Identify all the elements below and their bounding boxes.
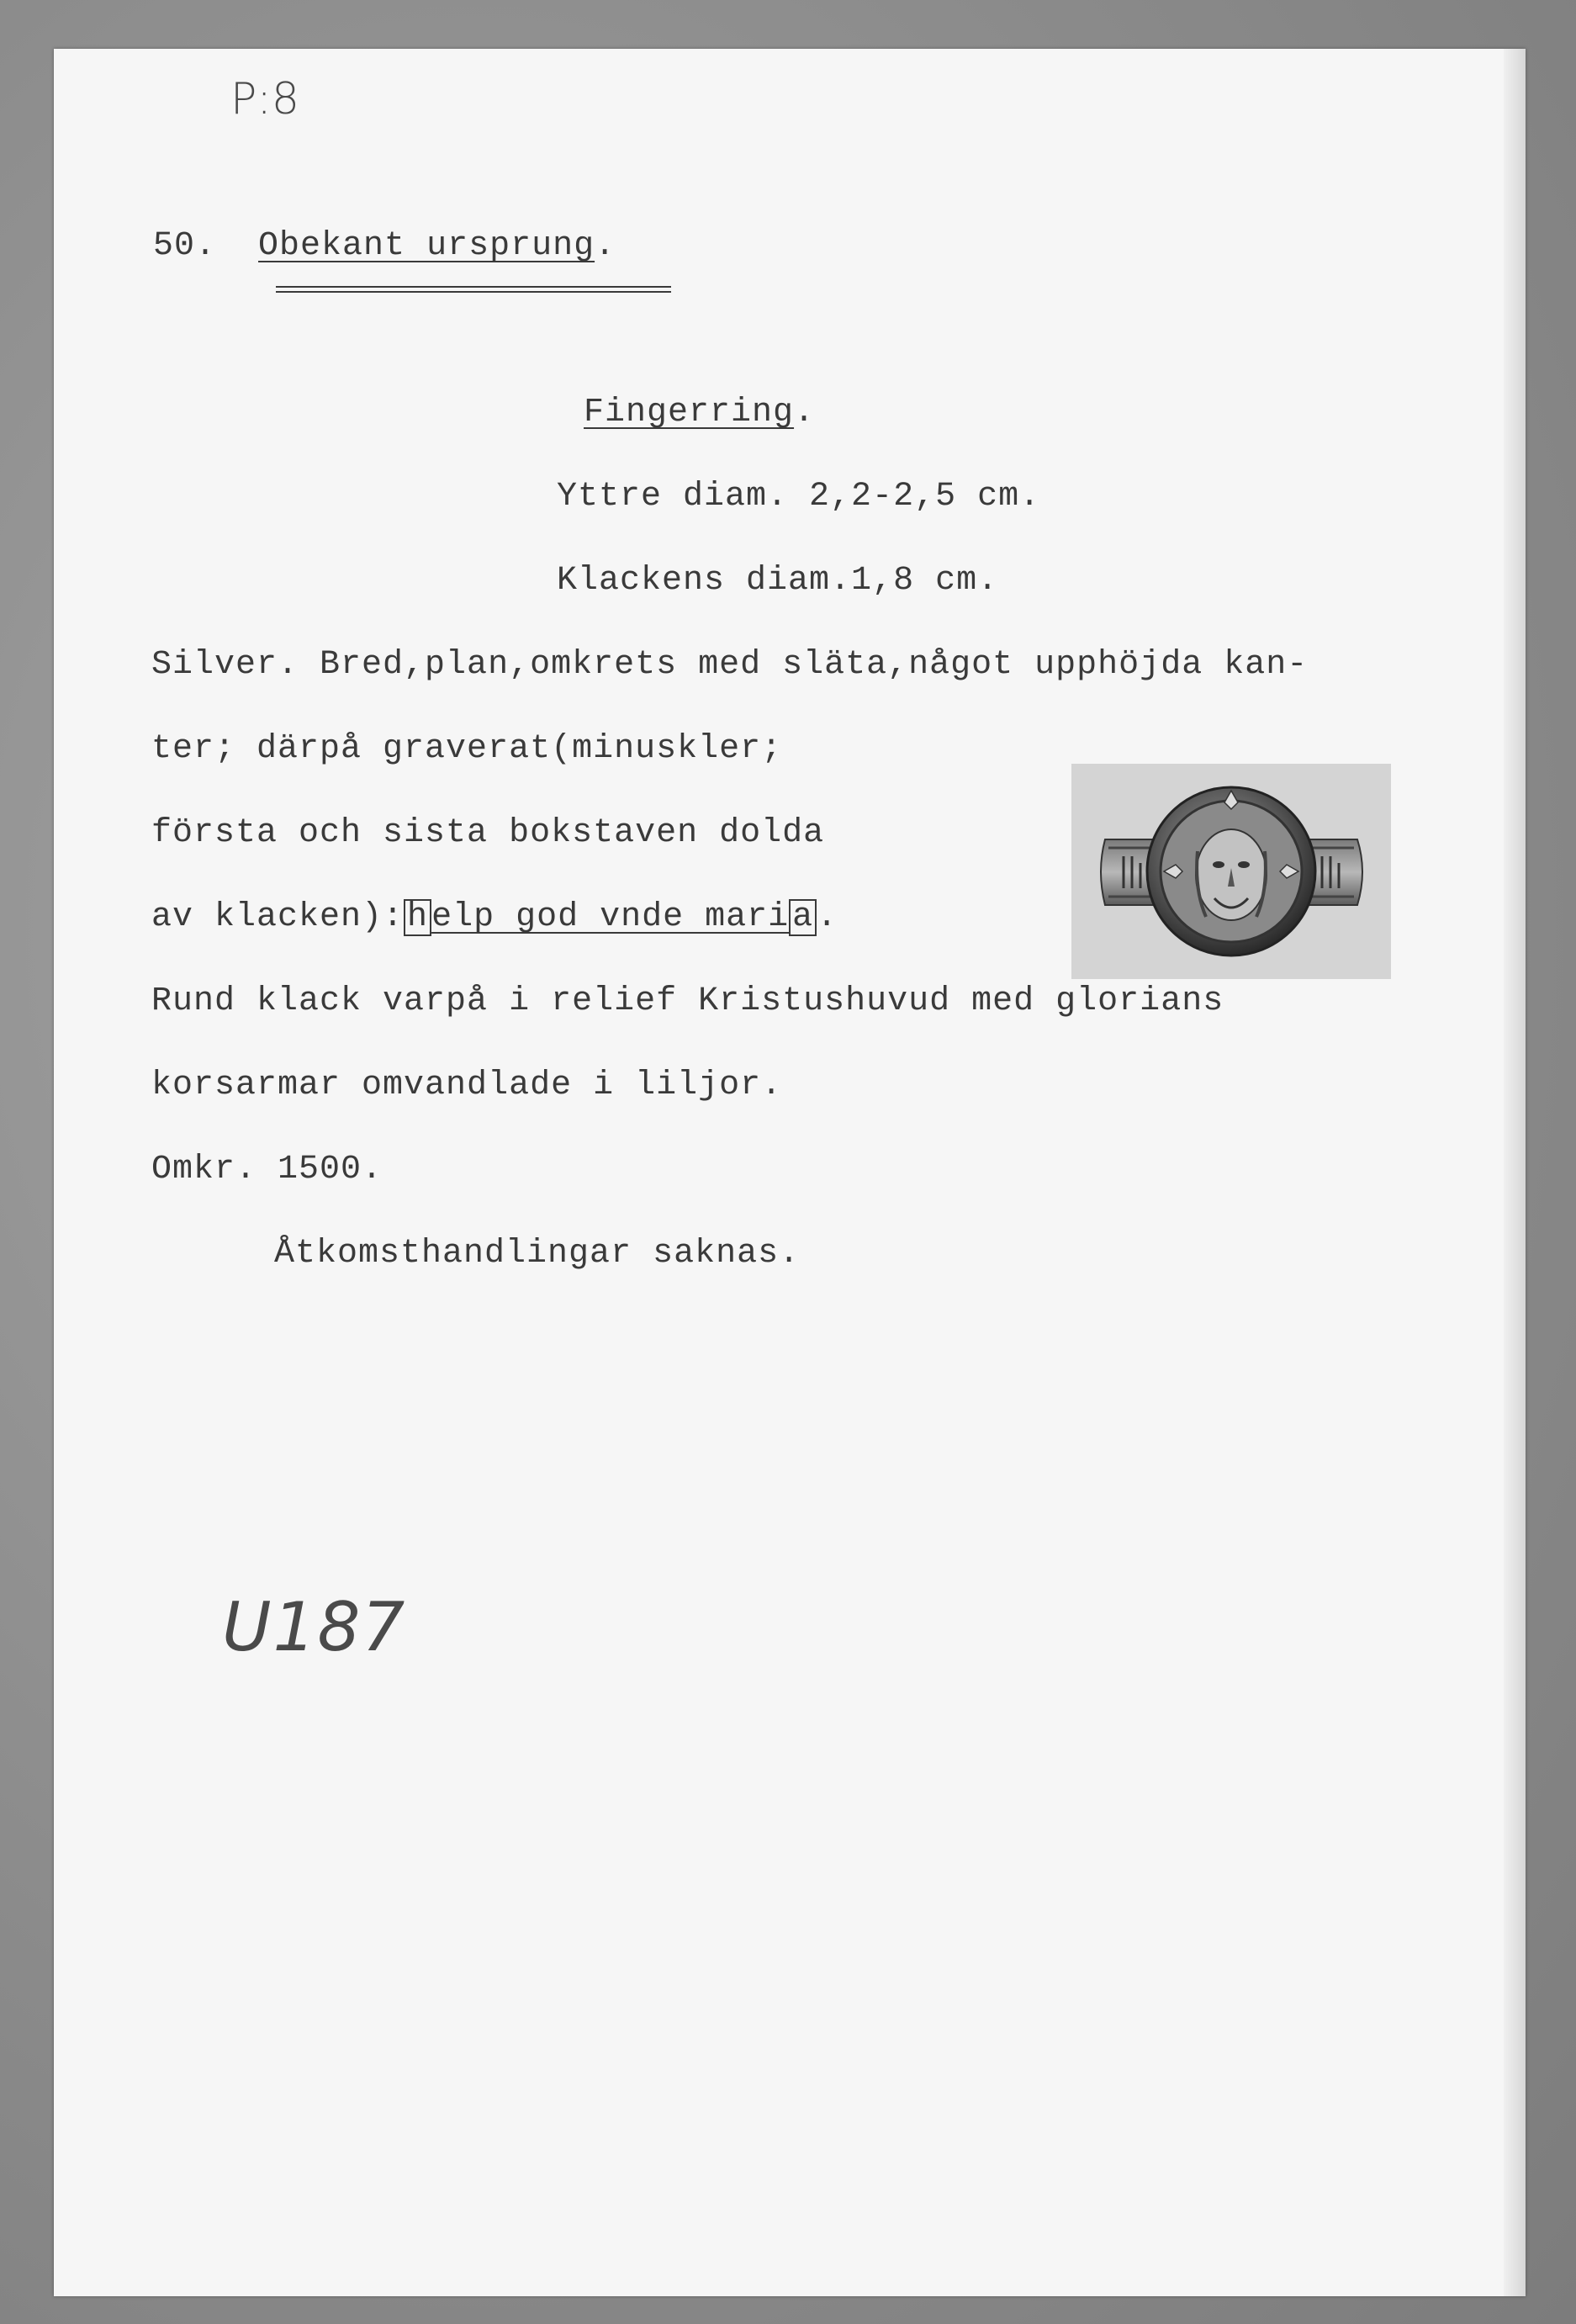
object-title: Fingerring — [584, 394, 795, 431]
origin-double-rule — [276, 286, 671, 293]
bracket-letter-a: a — [789, 899, 817, 936]
handwritten-number: U187 — [222, 1588, 407, 1666]
origin-label: Obekant ursprung — [258, 227, 595, 265]
inscription-end: . — [817, 898, 838, 936]
ring-photograph — [1071, 764, 1391, 979]
card-edge-shadow — [1504, 49, 1526, 2296]
object-title-period: . — [794, 394, 816, 431]
shelf-mark: P:8 — [230, 74, 299, 124]
description-line-2: ter; därpå graverat(minuskler; — [151, 730, 783, 768]
bracket-letter-h: h — [404, 899, 431, 936]
ring-image — [1071, 764, 1391, 979]
description-line-4 — [151, 898, 838, 936]
dating-line: Omkr. 1500. — [151, 1151, 383, 1188]
inscription-middle: elp god vnde mari — [431, 898, 790, 936]
inscription-text — [404, 898, 817, 936]
description-line-1: Silver. Bred,plan,omkrets med släta,något upphöjda kan- — [151, 646, 1309, 684]
origin-period: . — [595, 227, 616, 265]
dimension-outer: Yttre diam. 2,2-2,5 cm. — [557, 478, 1041, 516]
catalogue-card — [54, 49, 1526, 2296]
inscription-lead: av klacken): — [151, 898, 405, 936]
dimension-bezel: Klackens diam.1,8 cm. — [557, 562, 999, 600]
entry-heading — [153, 227, 616, 265]
description-line-3: första och sista bokstaven dolda — [151, 814, 825, 852]
entry-number: 50. — [153, 227, 217, 265]
acquisition-note: Åtkomsthandlingar saknas. — [274, 1235, 801, 1273]
description-line-5: Rund klack varpå i relief Kristushuvud med glorians — [151, 982, 1224, 1020]
description-line-6: korsarmar omvandlade i liljor. — [151, 1067, 783, 1104]
object-title-line — [584, 394, 815, 431]
